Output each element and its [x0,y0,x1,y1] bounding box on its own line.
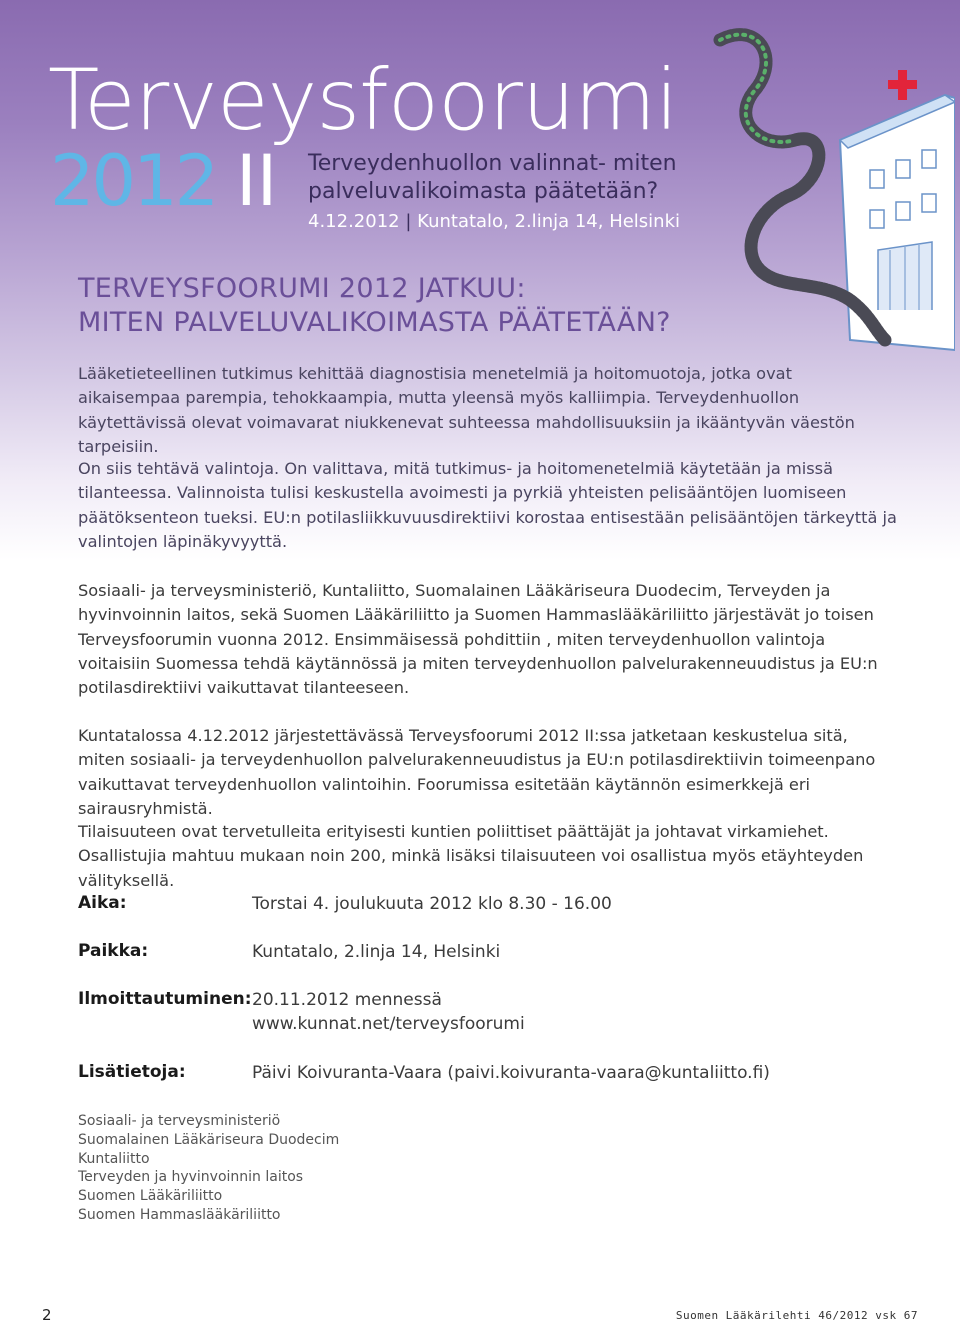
time-label: Aika: [78,893,127,913]
organization-item: Kuntaliitto [78,1150,150,1167]
organization-item: Sosiaali- ja terveysministeriö [78,1113,281,1129]
main-headline [78,272,671,340]
organization-list [78,1112,339,1225]
registration-link[interactable]: www.kunnat.net/terveysfoorumi [252,1014,525,1034]
event-date: 4.12.2012 [308,211,400,232]
page-title: Terveysfoorumi [48,51,678,149]
intro-paragraph: Lääketieteellinen tutkimus kehittää diagnostisia menetelmiä ja hoitomuotoja, jotka ovat aikaisempaa parempia, tehokkaampia, mutta yleensä myös kalliimpia. Terveydenhuollon käytettävissä olevat voimavarat niukkenevat suhteessa mahdollisuuksiin ja ikääntyvän väestön tarpeisiin. [78,364,855,456]
red-cross-icon [888,70,917,100]
organization-item: Suomen Lääkäriliitto [78,1188,223,1205]
organization-item: Suomen Hammaslääkäriliitto [78,1206,281,1223]
organizers-paragraph: Sosiaali- ja terveysministeriö, Kuntaliitto, Suomalainen Lääkäriseura Duodecim, Terveyden ja hyvinvoinnin laitos, sekä Suomen Lääkäriliitto ja Suomen Hammaslääkäriliitto järjestävät jo toisen Terveysfoorumin vuonna 2012. Ensimmäisessä pohdittiin , miten terveydenhuollon valintoja voitaisiin Suomessa tehdä käytännössä ja miten terveydenhuollon palvelurakenneuudistus ja EU:n potilasdirektiivi vaikuttavat tilanteeseen. [78,581,878,698]
organization-item: Suomalainen Lääkäriseura Duodecim [78,1131,340,1148]
place-value: Kuntatalo, 2.linja 14, Helsinki [252,942,501,962]
event-year: 2012 [50,140,217,222]
dateline-separator: | [405,211,412,232]
time-value: Torstai 4. joulukuuta 2012 klo 8.30 - 16.00 [252,894,612,914]
registration-label: Ilmoittautuminen: [78,989,252,1009]
event-subtitle: Terveydenhuollon valinnat- miten palveluvalikoimasta päätetään? [308,151,677,204]
place-label: Paikka: [78,941,149,961]
headline-line-1: TERVEYSFOORUMI 2012 JATKUU: [78,273,526,304]
registration-deadline: 20.11.2012 mennessä [252,990,442,1010]
contact-label: Lisätietoja: [78,1062,186,1082]
choice-paragraph: On siis tehtävä valintoja. On valittava, mitä tutkimus- ja hoitomenetelmiä käytetään ja missä tilanteessa. Valinnoista tulisi keskustella avoimesti ja pyrkiä yhteisten pelisääntöjen luomiseen päätöksenteon tueksi. EU:n potilasliikkuvuusdirektiivi korostaa entisestään pelisääntöjen tärkeyttä ja valintojen läpinäkyvyyttä. [78,459,897,551]
headline-line-2: MITEN PALVELUVALIKOIMASTA PÄÄTETÄÄN? [78,307,671,338]
continuation-paragraph: Kuntatalossa 4.12.2012 järjestettävässä Terveysfoorumi 2012 II:ssa jatketaan keskustelua sitä, miten sosiaali- ja terveydenhuollon palvelurakenneuudistus ja EU:n potilasdirektiivin toimeenpano vaikuttavat terveydenhuollon valintoihin. Foorumissa esitetään käytännön esimerkkejä eri sairausryhmistä. [78,726,876,818]
event-edition: II [236,140,278,222]
journal-footer: Suomen Lääkärilehti 46/2012 vsk 67 [675,1309,918,1322]
contact-value[interactable]: Päivi Koivuranta-Vaara (paivi.koivuranta-vaara@kuntaliitto.fi) [252,1063,770,1083]
event-location: Kuntatalo, 2.linja 14, Helsinki [417,211,681,232]
event-dateline [308,211,680,232]
organization-item: Terveyden ja hyvinvoinnin laitos [78,1169,304,1186]
queue-to-hospital-illustration [700,20,955,360]
audience-paragraph: Tilaisuuteen ovat tervetulleita erityisesti kuntien poliittiset päättäjät ja johtavat virkamiehet. Osallistujia mahtuu mukaan noin 200, minkä lisäksi tilaisuuteen voi osallistua myös etäyhteyden välityksellä. [78,822,864,890]
page-number: 2 [42,1306,52,1324]
